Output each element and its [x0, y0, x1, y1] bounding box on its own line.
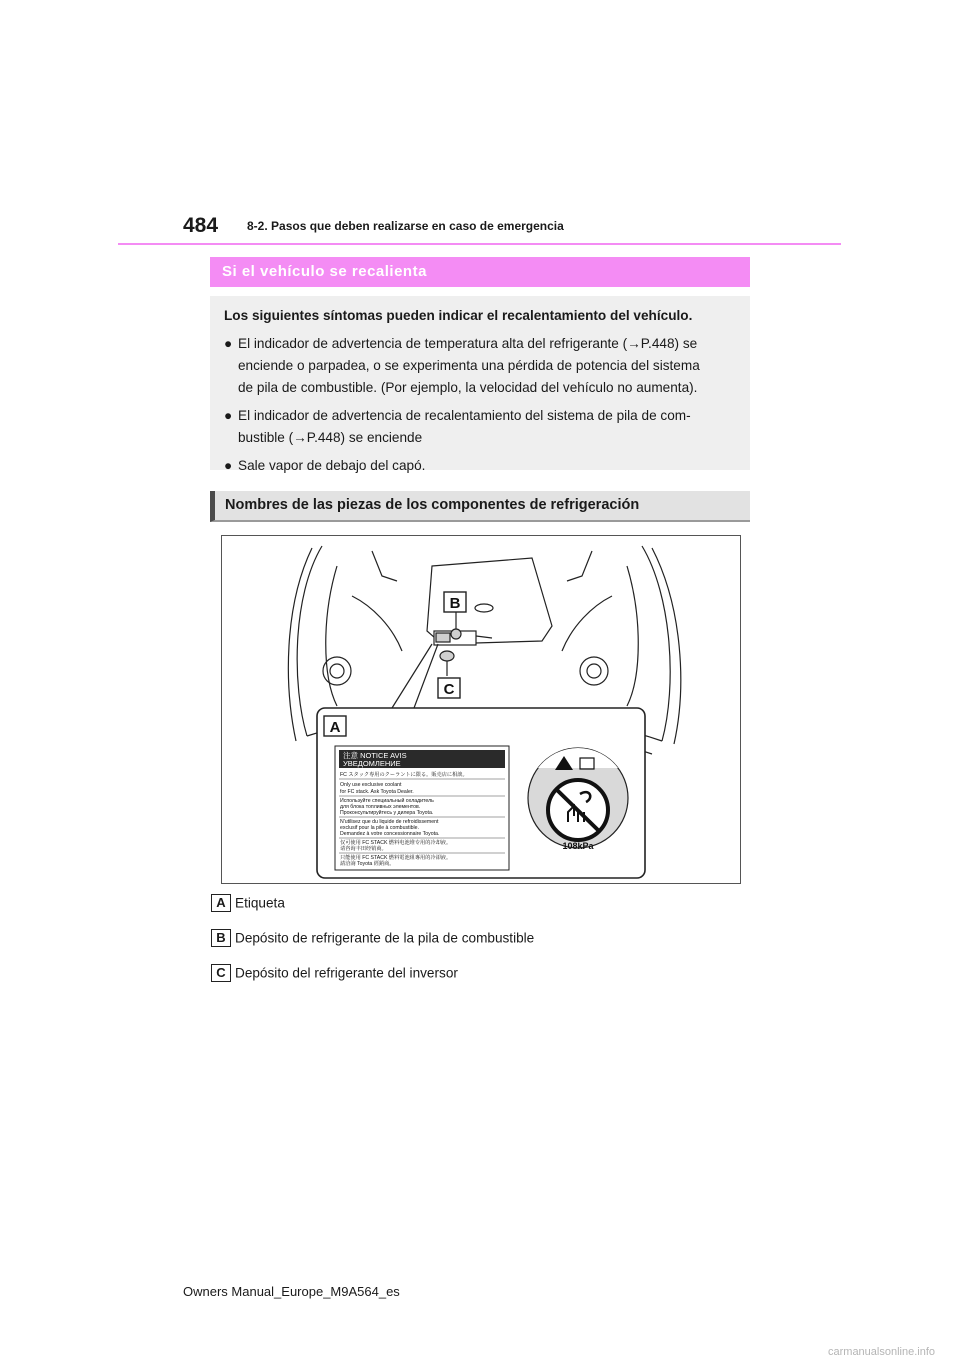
- legend-key: A: [211, 894, 231, 912]
- bullet-icon: ●: [224, 336, 233, 351]
- svg-text:只能使用 FC STACK 燃料電池組專用的冷卻液。: 只能使用 FC STACK 燃料電池組專用的冷卻液。: [340, 855, 452, 861]
- svg-text:FC スタック専用のクーラントに限る。販売店に相談。: FC スタック専用のクーラントに限る。販売店に相談。: [340, 772, 468, 778]
- bullet-icon: ●: [224, 458, 233, 473]
- watermark: carmanualsonline.info: [828, 1346, 936, 1358]
- svg-text:for FC stack. Ask Toyota: for FC stack. Ask Toyota Dealer.: [340, 789, 414, 795]
- section-banner: Si el vehículo se recalienta: [210, 257, 750, 287]
- legend-item-c: [211, 964, 458, 982]
- chapter-title: 8-2. Pasos que deben realizarse en caso de emergencia: [247, 219, 564, 233]
- page-number: 484: [183, 214, 219, 237]
- legend-text: Etiqueta: [235, 895, 285, 911]
- footer-text: Owners Manual_Europe_M9A564_es: [183, 1284, 400, 1299]
- svg-text:注意 NOTICE AVIS: 注意 NOTICE AVIS: [343, 751, 407, 760]
- symptoms-intro: Los siguientes síntomas pueden indicar el recalentamiento del vehículo.: [224, 308, 693, 323]
- svg-text:请咨询丰田经销商。: 请咨询丰田经销商。: [340, 846, 387, 852]
- svg-text:請洽詢 Toyota 經銷商。: 請洽詢 Toyota 經銷商。: [340, 861, 395, 867]
- engine-bay-illustration: [222, 536, 740, 883]
- svg-text:N'utilisez que du liquide: N'utilisez que du liquide de refroidissement: [340, 819, 439, 825]
- symptom-item: ● Sale vapor de debajo del capó.: [224, 455, 736, 477]
- pressure-label: 108kPa: [562, 841, 594, 851]
- svg-text:Demandez à votre concession: Demandez à votre concessionnaire Toyota.: [340, 831, 440, 837]
- hood-outline: [642, 546, 670, 741]
- symptoms-panel: [210, 296, 750, 473]
- section-heading: Nombres de las piezas de los componentes de refrigeración: [210, 491, 750, 522]
- symptom-item: ● El indicador de advertencia de recalentamiento del sistema de pila de com- bustible (→P.448) se enciende: [224, 405, 736, 449]
- legend-item-b: [211, 929, 534, 947]
- reservoir-c: [440, 651, 454, 661]
- legend-text: Depósito de refrigerante de la pila de combustible: [235, 930, 535, 946]
- svg-text:Проконсультируйтесь у дилера: Проконсультируйтесь у дилера Toyota.: [340, 810, 434, 816]
- symptom-item: ● El indicador de advertencia de temperatura alta del refrigerante (→P.448) se enciende o parpadea, o se experimenta una pérdida de potencia del sistema de pila de combustible. (Por ejemplo, la velocidad del vehículo no aumenta).: [224, 333, 736, 399]
- header-rule: [118, 243, 841, 245]
- legend-item-a: [211, 894, 285, 912]
- legend-key: B: [211, 929, 231, 947]
- callout-c: C: [443, 681, 455, 698]
- svg-text:exclusif pour la pile à c: exclusif pour la pile à combustible.: [340, 825, 420, 831]
- callout-b: B: [449, 595, 461, 612]
- legend-text: Depósito del refrigerante del inversor: [235, 965, 458, 981]
- svg-text:Only use exclusive coola: Only use exclusive coolant: [340, 782, 402, 788]
- bullet-icon: ●: [224, 408, 233, 423]
- engine-bay-figure: [221, 535, 741, 884]
- svg-text:для блока топливных элемент: для блока топливных элементов.: [340, 804, 421, 810]
- svg-text:УВЕДОМЛЕНИЕ: УВЕДОМЛЕНИЕ: [343, 759, 401, 768]
- legend-key: C: [211, 964, 231, 982]
- svg-text:仅可使用 FC STACK 燃料电池堆专用的冷却液。: 仅可使用 FC STACK 燃料电池堆专用的冷却液。: [340, 840, 452, 846]
- callout-a: A: [329, 719, 341, 736]
- svg-text:Используйте специальный охла: Используйте специальный охладитель: [340, 798, 434, 804]
